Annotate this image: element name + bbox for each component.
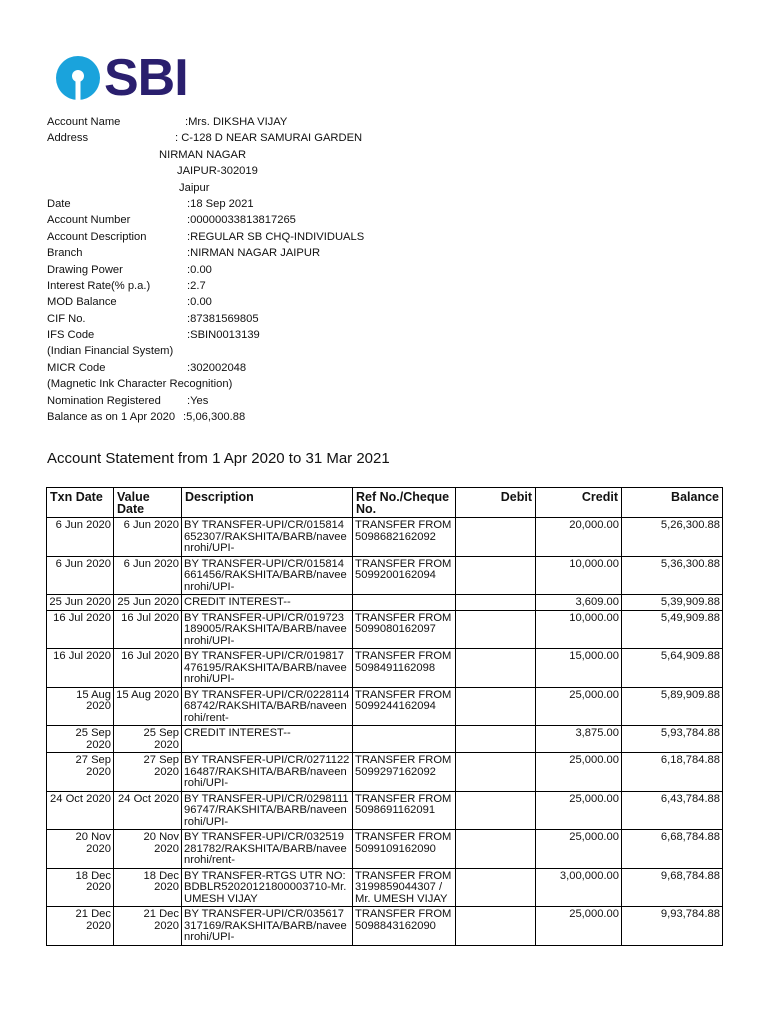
cell-ref-no: TRANSFER FROM 5099297162092 bbox=[353, 753, 456, 792]
table-row bbox=[47, 687, 723, 726]
cell-balance: 6,18,784.88 bbox=[622, 753, 723, 792]
cell-ref-no: TRANSFER FROM 5098682162092 bbox=[353, 518, 456, 557]
cell-description: BY TRANSFER-UPI/CR/022811468742/RAKSHITA/BARB/naveenrohi/rent- bbox=[182, 687, 353, 726]
header-value-date: Value Date bbox=[114, 488, 182, 518]
header-txn-date: Txn Date bbox=[47, 488, 114, 518]
cell-balance: 5,26,300.88 bbox=[622, 518, 723, 557]
transactions-table bbox=[46, 487, 723, 946]
cell-description: BY TRANSFER-UPI/CR/019723189005/RAKSHITA/BARB/naveenrohi/UPI- bbox=[182, 610, 353, 649]
cell-description: BY TRANSFER-UPI/CR/029811196747/RAKSHITA/BARB/naveenrohi/UPI- bbox=[182, 791, 353, 830]
info-label: Account Number bbox=[47, 214, 131, 227]
info-value: Jaipur bbox=[179, 181, 210, 194]
cell-description: BY TRANSFER-UPI/CR/027112216487/RAKSHITA/BARB/naveenrohi/UPI- bbox=[182, 753, 353, 792]
info-value: :0.00 bbox=[187, 296, 212, 309]
table-row bbox=[47, 830, 723, 869]
cell-description: CREDIT INTEREST-- bbox=[182, 595, 353, 611]
cell-credit: 25,000.00 bbox=[536, 687, 622, 726]
cell-ref-no: TRANSFER FROM 5099080162097 bbox=[353, 610, 456, 649]
cell-balance: 5,49,909.88 bbox=[622, 610, 723, 649]
cell-txn-date: 16 Jul 2020 bbox=[47, 610, 114, 649]
cell-debit bbox=[456, 595, 536, 611]
cell-ref-no: TRANSFER FROM 5098691162091 bbox=[353, 791, 456, 830]
table-row bbox=[47, 791, 723, 830]
info-value: :87381569805 bbox=[187, 312, 259, 325]
cell-value-date: 16 Jul 2020 bbox=[114, 649, 182, 688]
cell-ref-no bbox=[353, 726, 456, 753]
cell-txn-date: 18 Dec 2020 bbox=[47, 868, 114, 907]
cell-txn-date: 21 Dec 2020 bbox=[47, 907, 114, 946]
info-label: MOD Balance bbox=[47, 296, 117, 309]
header-credit: Credit bbox=[536, 488, 622, 518]
cell-ref-no: TRANSFER FROM 3199859044307 / Mr. UMESH VIJAY bbox=[353, 868, 456, 907]
cell-description: BY TRANSFER-UPI/CR/015814661456/RAKSHITA/BARB/naveenrohi/UPI- bbox=[182, 556, 353, 595]
cell-credit: 3,00,000.00 bbox=[536, 868, 622, 907]
info-value: :Mrs. DIKSHA VIJAY bbox=[185, 116, 288, 128]
cell-balance: 9,68,784.88 bbox=[622, 868, 723, 907]
cell-debit bbox=[456, 556, 536, 595]
info-label: Account Name bbox=[47, 116, 121, 128]
cell-debit bbox=[456, 753, 536, 792]
cell-debit bbox=[456, 830, 536, 869]
info-label: IFS Code bbox=[47, 329, 95, 342]
table-row bbox=[47, 595, 723, 611]
cell-value-date: 25 Jun 2020 bbox=[114, 595, 182, 611]
statement-title: Account Statement from 1 Apr 2020 to 31 Mar 2021 bbox=[47, 450, 390, 467]
info-value: : C-128 D NEAR SAMURAI GARDEN bbox=[175, 132, 363, 145]
table-row bbox=[47, 868, 723, 907]
cell-ref-no: TRANSFER FROM 5098843162090 bbox=[353, 907, 456, 946]
info-value: NIRMAN NAGAR bbox=[159, 148, 247, 161]
sbi-logo bbox=[55, 49, 188, 107]
cell-description: BY TRANSFER-UPI/CR/035617317169/RAKSHITA/BARB/naveenrohi/UPI- bbox=[182, 907, 353, 946]
cell-value-date: 24 Oct 2020 bbox=[114, 791, 182, 830]
header-balance: Balance bbox=[622, 488, 723, 518]
cell-txn-date: 6 Jun 2020 bbox=[47, 556, 114, 595]
cell-value-date: 18 Dec 2020 bbox=[114, 868, 182, 907]
info-value: :Yes bbox=[187, 394, 209, 407]
cell-description: BY TRANSFER-UPI/CR/019817476195/RAKSHITA/BARB/naveenrohi/UPI- bbox=[182, 649, 353, 688]
cell-credit: 20,000.00 bbox=[536, 518, 622, 557]
cell-value-date: 21 Dec 2020 bbox=[114, 907, 182, 946]
info-value: :0.00 bbox=[187, 263, 212, 276]
logo-text: SBI bbox=[104, 49, 188, 107]
cell-description: BY TRANSFER-UPI/CR/032519281782/RAKSHITA/BARB/naveenrohi/rent- bbox=[182, 830, 353, 869]
cell-ref-no bbox=[353, 595, 456, 611]
cell-value-date: 6 Jun 2020 bbox=[114, 556, 182, 595]
cell-txn-date: 24 Oct 2020 bbox=[47, 791, 114, 830]
info-value: :2.7 bbox=[187, 279, 206, 292]
table-row bbox=[47, 518, 723, 557]
info-label: Account Description bbox=[47, 230, 147, 243]
info-label: Date bbox=[47, 197, 71, 210]
cell-balance: 5,89,909.88 bbox=[622, 687, 723, 726]
cell-value-date: 20 Nov 2020 bbox=[114, 830, 182, 869]
cell-credit: 25,000.00 bbox=[536, 753, 622, 792]
sbi-keyhole-icon bbox=[55, 55, 101, 101]
cell-credit: 10,000.00 bbox=[536, 610, 622, 649]
info-value: :NIRMAN NAGAR JAIPUR bbox=[187, 247, 321, 260]
cell-ref-no: TRANSFER FROM 5099109162090 bbox=[353, 830, 456, 869]
cell-credit: 25,000.00 bbox=[536, 791, 622, 830]
cell-debit bbox=[456, 518, 536, 557]
table-row bbox=[47, 610, 723, 649]
info-value: :302002048 bbox=[187, 361, 247, 374]
cell-debit bbox=[456, 649, 536, 688]
cell-balance: 9,93,784.88 bbox=[622, 907, 723, 946]
cell-balance: 6,43,784.88 bbox=[622, 791, 723, 830]
cell-credit: 10,000.00 bbox=[536, 556, 622, 595]
cell-description: CREDIT INTEREST-- bbox=[182, 726, 353, 753]
info-label: Branch bbox=[47, 247, 83, 260]
header-ref-no: Ref No./Cheque No. bbox=[353, 488, 456, 518]
header-debit: Debit bbox=[456, 488, 536, 518]
table-row bbox=[47, 649, 723, 688]
info-label: (Magnetic Ink Character Recognition) bbox=[47, 378, 233, 391]
cell-credit: 25,000.00 bbox=[536, 907, 622, 946]
cell-value-date: 15 Aug 2020 bbox=[114, 687, 182, 726]
table-row bbox=[47, 556, 723, 595]
cell-credit: 25,000.00 bbox=[536, 830, 622, 869]
cell-description: BY TRANSFER-RTGS UTR NO: BDBLR52020121800003710-Mr. UMESH VIJAY bbox=[182, 868, 353, 907]
info-value: :5,06,300.88 bbox=[183, 411, 246, 424]
cell-txn-date: 16 Jul 2020 bbox=[47, 649, 114, 688]
cell-ref-no: TRANSFER FROM 5098491162098 bbox=[353, 649, 456, 688]
info-value: :18 Sep 2021 bbox=[187, 197, 254, 210]
info-label: Address bbox=[47, 132, 89, 145]
cell-debit bbox=[456, 726, 536, 753]
cell-txn-date: 6 Jun 2020 bbox=[47, 518, 114, 557]
info-value: JAIPUR-302019 bbox=[177, 165, 258, 178]
cell-debit bbox=[456, 907, 536, 946]
info-value: :00000033813817265 bbox=[187, 214, 296, 227]
table-row bbox=[47, 907, 723, 946]
info-label: CIF No. bbox=[47, 312, 86, 325]
cell-txn-date: 25 Jun 2020 bbox=[47, 595, 114, 611]
cell-debit bbox=[456, 610, 536, 649]
info-label: Interest Rate(% p.a.) bbox=[47, 279, 151, 292]
cell-debit bbox=[456, 687, 536, 726]
cell-value-date: 6 Jun 2020 bbox=[114, 518, 182, 557]
cell-balance: 5,39,909.88 bbox=[622, 595, 723, 611]
cell-txn-date: 27 Sep 2020 bbox=[47, 753, 114, 792]
cell-value-date: 16 Jul 2020 bbox=[114, 610, 182, 649]
cell-balance: 5,64,909.88 bbox=[622, 649, 723, 688]
info-label: MICR Code bbox=[47, 361, 106, 374]
table-row bbox=[47, 726, 723, 753]
cell-balance: 5,36,300.88 bbox=[622, 556, 723, 595]
info-label: (Indian Financial System) bbox=[47, 345, 174, 358]
cell-txn-date: 20 Nov 2020 bbox=[47, 830, 114, 869]
cell-ref-no: TRANSFER FROM 5099200162094 bbox=[353, 556, 456, 595]
cell-balance: 6,68,784.88 bbox=[622, 830, 723, 869]
cell-txn-date: 15 Aug 2020 bbox=[47, 687, 114, 726]
cell-debit bbox=[456, 791, 536, 830]
cell-value-date: 27 Sep 2020 bbox=[114, 753, 182, 792]
info-value: :SBIN0013139 bbox=[187, 329, 260, 342]
cell-txn-date: 25 Sep 2020 bbox=[47, 726, 114, 753]
cell-balance: 5,93,784.88 bbox=[622, 726, 723, 753]
cell-credit: 3,875.00 bbox=[536, 726, 622, 753]
cell-description: BY TRANSFER-UPI/CR/015814652307/RAKSHITA/BARB/naveenrohi/UPI- bbox=[182, 518, 353, 557]
info-label: Balance as on 1 Apr 2020 bbox=[47, 411, 176, 424]
cell-credit: 15,000.00 bbox=[536, 649, 622, 688]
info-label: Drawing Power bbox=[47, 263, 123, 276]
cell-ref-no: TRANSFER FROM 5099244162094 bbox=[353, 687, 456, 726]
cell-debit bbox=[456, 868, 536, 907]
info-value: :REGULAR SB CHQ-INDIVIDUALS bbox=[187, 230, 365, 243]
table-row bbox=[47, 753, 723, 792]
cell-value-date: 25 Sep 2020 bbox=[114, 726, 182, 753]
cell-credit: 3,609.00 bbox=[536, 595, 622, 611]
table-header bbox=[47, 488, 723, 518]
header-description: Description bbox=[182, 488, 353, 518]
info-label: Nomination Registered bbox=[47, 394, 161, 407]
